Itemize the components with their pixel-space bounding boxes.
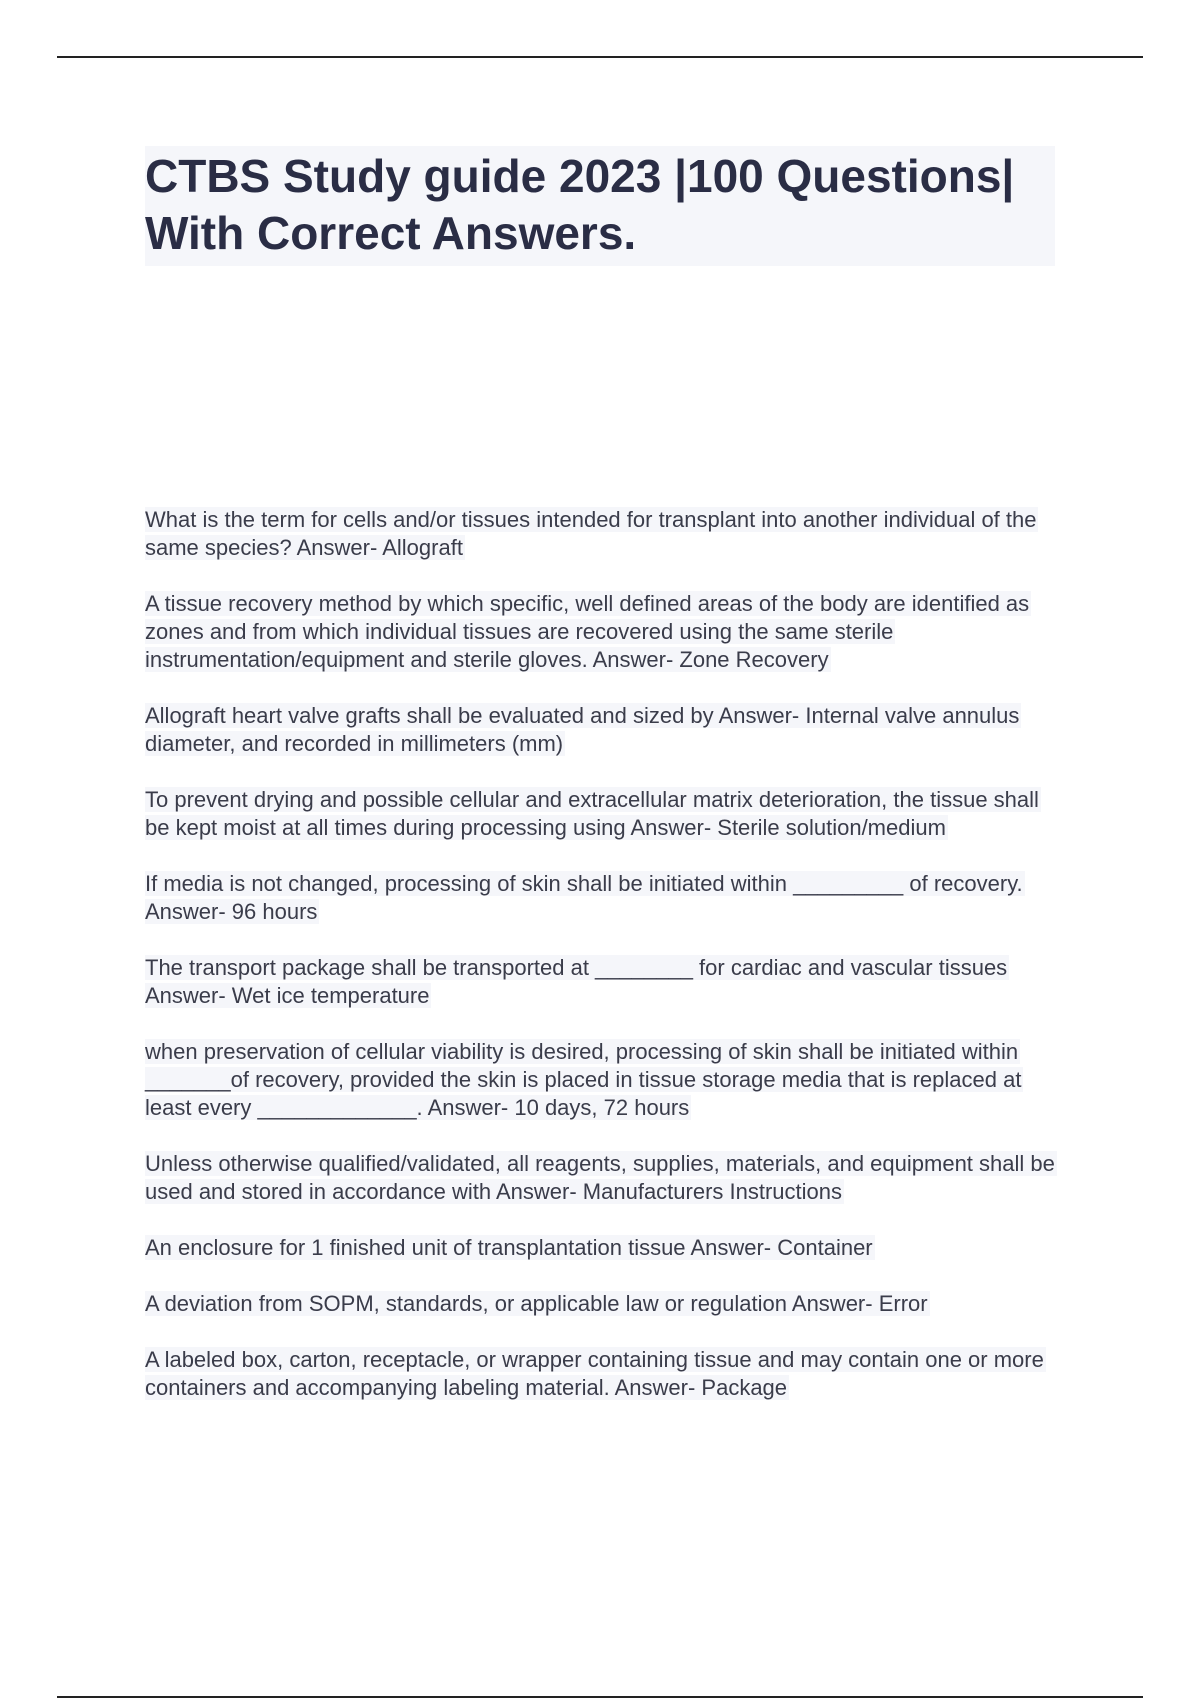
- question-item-9: [145, 1234, 1065, 1262]
- top-divider: [57, 56, 1143, 58]
- question-item-1: [145, 506, 1065, 562]
- question-item-6: [145, 954, 1065, 1010]
- question-item-8: [145, 1150, 1065, 1206]
- question-item-4: [145, 786, 1065, 842]
- question-text: The transport package shall be transported at ________ for cardiac and vascular tissues Answer- Wet ice temperature: [145, 955, 1008, 1008]
- question-item-2: [145, 590, 1065, 674]
- question-text: A labeled box, carton, receptacle, or wrapper containing tissue and may contain one or more containers and accompanying labeling material. Answer- Package: [145, 1347, 1044, 1400]
- question-text: An enclosure for 1 finished unit of transplantation tissue Answer- Container: [145, 1235, 873, 1260]
- question-text: A deviation from SOPM, standards, or applicable law or regulation Answer- Error: [145, 1291, 928, 1316]
- question-text: A tissue recovery method by which specific, well defined areas of the body are identified as zones and from which individual tissues are recovered using the same sterile instrumentation/equipment and sterile gloves. Answer- Zone Recovery: [145, 591, 1030, 672]
- question-text: when preservation of cellular viability is desired, processing of skin shall be initiated within _______of recovery, provided the skin is placed in tissue storage media that is replaced at least every _____________. Answer- 10 days, 72 hours: [145, 1039, 1022, 1120]
- document-title: CTBS Study guide 2023 |100 Questions| With Correct Answers.: [145, 150, 1015, 259]
- question-text: Allograft heart valve grafts shall be evaluated and sized by Answer- Internal valve annulus diameter, and recorded in millimeters (mm): [145, 703, 1020, 756]
- question-text: To prevent drying and possible cellular and extracellular matrix deterioration, the tissue shall be kept moist at all times during processing using Answer- Sterile solution/medium: [145, 787, 1039, 840]
- question-text: If media is not changed, processing of skin shall be initiated within _________ of recovery. Answer- 96 hours: [145, 871, 1023, 924]
- question-item-3: [145, 702, 1065, 758]
- question-item-5: [145, 870, 1065, 926]
- question-text: What is the term for cells and/or tissues intended for transplant into another individual of the same species? Answer- Allograft: [145, 507, 1037, 560]
- bottom-divider: [57, 1696, 1143, 1698]
- question-item-7: [145, 1038, 1065, 1122]
- title-block: [145, 146, 1055, 266]
- question-text: Unless otherwise qualified/validated, all reagents, supplies, materials, and equipment shall be used and stored in accordance with Answer- Manufacturers Instructions: [145, 1151, 1055, 1204]
- question-item-11: [145, 1346, 1065, 1402]
- question-list: [145, 506, 1065, 1430]
- question-item-10: [145, 1290, 1065, 1318]
